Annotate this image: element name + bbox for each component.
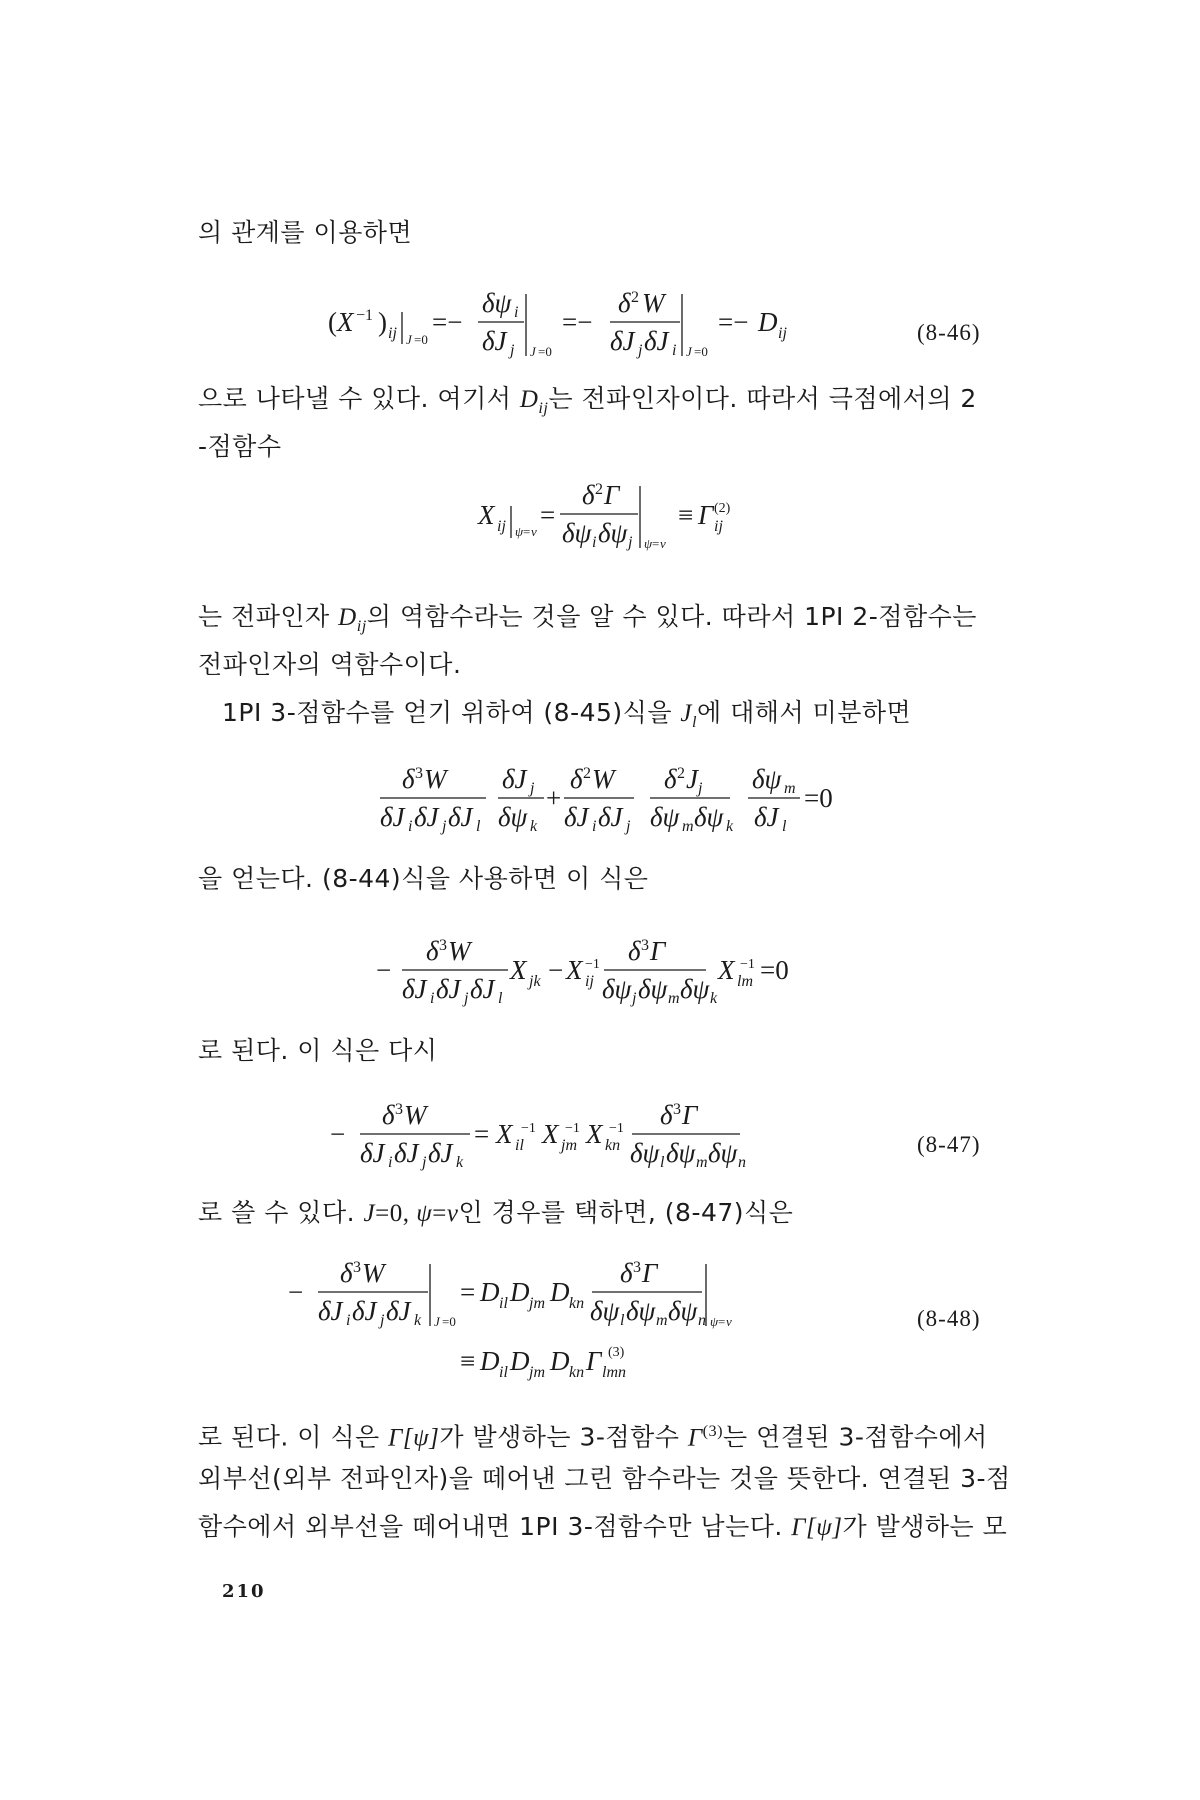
math-symbol: J xyxy=(363,1200,376,1227)
svg-text:X: X xyxy=(586,1119,603,1149)
svg-text:j: j xyxy=(530,780,535,797)
svg-text:δJ: δJ xyxy=(380,802,405,832)
svg-text:δψ: δψ xyxy=(482,288,512,318)
svg-text:j: j xyxy=(510,342,515,359)
svg-text:=0: =0 xyxy=(694,344,708,359)
svg-text:v: v xyxy=(531,524,537,539)
svg-text:m: m xyxy=(668,990,680,1007)
svg-text:X: X xyxy=(337,307,354,337)
svg-text:δJ: δJ xyxy=(414,802,439,832)
svg-text:=: = xyxy=(540,500,556,530)
svg-text:m: m xyxy=(696,1154,708,1171)
svg-text:X: X xyxy=(510,955,527,985)
equation-derivative xyxy=(380,758,860,845)
text-line xyxy=(198,216,412,250)
svg-text:δψ: δψ xyxy=(708,1138,738,1168)
svg-text:k: k xyxy=(710,990,718,1007)
svg-text:ij: ij xyxy=(778,325,787,342)
svg-text:i: i xyxy=(592,534,597,551)
svg-text:l: l xyxy=(620,1312,625,1329)
svg-text:δJ: δJ xyxy=(352,1296,377,1326)
svg-text:=−: =− xyxy=(432,307,463,337)
svg-text:3: 3 xyxy=(415,765,423,782)
math-superscript: (3) xyxy=(702,1422,724,1440)
svg-text:D: D xyxy=(480,1277,500,1307)
svg-text:kn: kn xyxy=(569,1295,585,1312)
text-span: 로 된다. 이 식은 xyxy=(198,1422,389,1452)
svg-text:δJ: δJ xyxy=(318,1296,343,1326)
svg-text:i: i xyxy=(346,1312,351,1329)
svg-text:δ: δ xyxy=(618,288,631,318)
svg-text:−1: −1 xyxy=(356,307,374,324)
svg-text:ψ: ψ xyxy=(710,1314,719,1329)
svg-text:=: = xyxy=(523,524,531,539)
svg-text:−1: −1 xyxy=(585,957,600,972)
svg-text:δψ: δψ xyxy=(752,764,782,794)
svg-text:ij: ij xyxy=(585,973,594,990)
svg-text:k: k xyxy=(414,1312,422,1329)
svg-text:D: D xyxy=(510,1277,530,1307)
text-span: = xyxy=(432,1200,447,1227)
svg-text:3: 3 xyxy=(439,937,447,954)
svg-text:i: i xyxy=(430,990,435,1007)
svg-text:k: k xyxy=(456,1154,464,1171)
text-line xyxy=(222,696,911,739)
svg-text:3: 3 xyxy=(395,1101,403,1118)
svg-text:j: j xyxy=(464,990,469,1007)
svg-text:=−: =− xyxy=(562,307,593,337)
svg-text:(2): (2) xyxy=(714,501,731,516)
text-line xyxy=(198,1462,1011,1496)
svg-text:j: j xyxy=(422,1154,427,1171)
text-span: 인 경우를 택하면, (8-47)식은 xyxy=(458,1198,794,1227)
text-span: 로 쓸 수 있다. xyxy=(198,1198,364,1227)
svg-text:l: l xyxy=(476,818,481,835)
svg-text:δJ: δJ xyxy=(394,1138,419,1168)
svg-text:δ: δ xyxy=(426,936,439,966)
svg-text:X: X xyxy=(496,1119,513,1149)
svg-text:δψ: δψ xyxy=(650,802,680,832)
svg-text:δψ: δψ xyxy=(626,1296,656,1326)
svg-text:j: j xyxy=(628,534,633,551)
svg-text:lm: lm xyxy=(737,973,753,990)
svg-text:=0: =0 xyxy=(414,332,428,347)
text-span: 가 발생하는 3-점함수 xyxy=(439,1422,688,1452)
svg-text:2: 2 xyxy=(631,289,639,306)
text-span: 에 대해서 미분하면 xyxy=(697,698,912,727)
text-span: 로 된다. 이 식은 다시 xyxy=(198,1036,438,1065)
svg-text:δ: δ xyxy=(664,764,677,794)
svg-text:δψ: δψ xyxy=(598,518,628,548)
svg-text:j: j xyxy=(626,818,631,835)
svg-text:−1: −1 xyxy=(521,1121,536,1136)
svg-text:W: W xyxy=(448,936,471,966)
svg-text:m: m xyxy=(784,780,796,797)
svg-text:i: i xyxy=(592,818,597,835)
svg-text:−: − xyxy=(376,955,392,985)
text-line xyxy=(198,648,461,682)
svg-text:il: il xyxy=(499,1364,508,1381)
svg-text:lmn: lmn xyxy=(602,1364,626,1381)
svg-text:δJ: δJ xyxy=(436,974,461,1004)
svg-text:Γ: Γ xyxy=(682,1100,698,1130)
svg-text:=: = xyxy=(652,536,660,551)
svg-text:=0: =0 xyxy=(804,783,833,813)
svg-text:δψ: δψ xyxy=(666,1138,696,1168)
svg-text:i: i xyxy=(388,1154,393,1171)
svg-text:jk: jk xyxy=(529,973,541,990)
svg-text:W: W xyxy=(424,764,447,794)
equation-8-48 xyxy=(288,1252,808,1409)
text-span: 의 관계를 이용하면 xyxy=(198,218,413,247)
math-subscript: ij xyxy=(538,399,549,417)
svg-text:δJ: δJ xyxy=(360,1138,385,1168)
svg-text:−: − xyxy=(548,955,564,985)
text-span: 의 역함수라는 것을 알 수 있다. 따라서 1PI 2-점함수는 xyxy=(366,602,977,631)
svg-text:≡: ≡ xyxy=(460,1346,476,1376)
svg-text:W: W xyxy=(642,288,665,318)
svg-text:W: W xyxy=(592,764,615,794)
text-span: 함수에서 외부선을 떼어내면 1PI 3-점함수만 남는다. xyxy=(198,1512,792,1541)
svg-text:X: X xyxy=(718,955,735,985)
svg-text:ij: ij xyxy=(388,325,397,342)
svg-text:δJ: δJ xyxy=(502,764,527,794)
svg-text:ψ: ψ xyxy=(515,524,524,539)
text-span: 외부선(외부 전파인자)을 떼어낸 그린 함수라는 것을 뜻한다. 연결된 3-점 xyxy=(198,1464,1011,1493)
svg-text:Γ: Γ xyxy=(650,936,666,966)
svg-text:l: l xyxy=(498,990,503,1007)
svg-text:(3): (3) xyxy=(608,1345,625,1360)
svg-text:W: W xyxy=(404,1100,427,1130)
svg-text:=: = xyxy=(460,1277,476,1307)
svg-text:j: j xyxy=(638,342,643,359)
text-line xyxy=(198,430,281,464)
equation-8-46 xyxy=(328,282,888,369)
svg-text:δJ: δJ xyxy=(644,326,669,356)
svg-text:δJ: δJ xyxy=(598,802,623,832)
svg-text:=0: =0 xyxy=(760,955,789,985)
svg-text:δ: δ xyxy=(620,1258,633,1288)
svg-text:δψ: δψ xyxy=(590,1296,620,1326)
text-span: 으로 나타낼 수 있다. 여기서 xyxy=(198,384,520,413)
svg-text:n: n xyxy=(738,1154,746,1171)
svg-text:kn: kn xyxy=(569,1364,585,1381)
svg-text:δ: δ xyxy=(402,764,415,794)
svg-text:δ: δ xyxy=(628,936,641,966)
svg-text:δ: δ xyxy=(582,480,595,510)
svg-text:j: j xyxy=(380,1312,385,1329)
svg-text:3: 3 xyxy=(641,937,649,954)
text-span: 을 얻는다. (8-44)식을 사용하면 이 식은 xyxy=(198,864,649,893)
svg-text:δψ: δψ xyxy=(680,974,710,1004)
math-subscript: ij xyxy=(356,617,367,635)
svg-text:Γ: Γ xyxy=(642,1258,658,1288)
svg-text:=0: =0 xyxy=(538,344,552,359)
svg-text:δJ: δJ xyxy=(754,802,779,832)
page-number: 210 xyxy=(222,1581,266,1602)
svg-text:X: X xyxy=(478,500,495,530)
text-span: 는 전파인자이다. 따라서 극점에서의 2 xyxy=(548,384,977,413)
text-line xyxy=(198,1510,1007,1545)
svg-text:=: = xyxy=(474,1119,490,1149)
svg-text:2: 2 xyxy=(595,481,603,498)
text-line xyxy=(198,600,977,643)
math-symbol: D xyxy=(338,604,357,631)
math-symbol: Γ[ψ] xyxy=(791,1514,843,1541)
svg-text:3: 3 xyxy=(353,1259,361,1276)
svg-text:j: j xyxy=(442,818,447,835)
svg-text:δJ: δJ xyxy=(610,326,635,356)
svg-text:D: D xyxy=(550,1346,570,1376)
svg-text:δJ: δJ xyxy=(564,802,589,832)
text-line xyxy=(198,1034,437,1068)
svg-text:D: D xyxy=(510,1346,530,1376)
svg-text:jm: jm xyxy=(529,1364,545,1381)
text-line xyxy=(198,862,648,896)
svg-text:−1: −1 xyxy=(609,1121,624,1136)
svg-text:Γ: Γ xyxy=(586,1346,602,1376)
svg-text:J: J xyxy=(406,332,412,347)
svg-text:j: j xyxy=(632,990,637,1007)
svg-text:δJ: δJ xyxy=(428,1138,453,1168)
svg-text:j: j xyxy=(698,780,703,797)
text-span: -점함수 xyxy=(198,432,282,461)
svg-text:ij: ij xyxy=(714,518,723,535)
svg-text:m: m xyxy=(682,818,694,835)
equation-substituted xyxy=(376,930,876,1017)
text-line xyxy=(198,382,977,425)
svg-text:≡: ≡ xyxy=(678,500,694,530)
svg-text:): ) xyxy=(378,307,387,337)
text-span: =0, xyxy=(375,1200,417,1227)
svg-text:δJ: δJ xyxy=(386,1296,411,1326)
text-span: 는 연결된 3-점함수에서 xyxy=(723,1422,988,1452)
svg-text:δ: δ xyxy=(382,1100,395,1130)
math-subscript: l xyxy=(692,713,698,731)
svg-text:δJ: δJ xyxy=(470,974,495,1004)
svg-text:δJ: δJ xyxy=(402,974,427,1004)
math-symbol: J xyxy=(680,700,693,727)
math-symbol: Γ xyxy=(687,1424,703,1452)
svg-text:k: k xyxy=(530,818,538,835)
equation-8-47 xyxy=(330,1094,850,1181)
text-span: 는 전파인자 xyxy=(198,602,339,631)
svg-text:+: + xyxy=(546,783,562,813)
svg-text:ij: ij xyxy=(497,518,506,535)
svg-text:D: D xyxy=(550,1277,570,1307)
svg-text:J: J xyxy=(686,764,698,794)
svg-text:=0: =0 xyxy=(442,1314,456,1329)
svg-text:δJ: δJ xyxy=(448,802,473,832)
svg-text:D: D xyxy=(758,307,778,337)
text-span: 가 발생하는 모 xyxy=(842,1512,1008,1541)
svg-text:i: i xyxy=(672,342,677,359)
svg-text:δ: δ xyxy=(570,764,583,794)
svg-text:n: n xyxy=(698,1312,706,1329)
svg-text:il: il xyxy=(499,1295,508,1312)
svg-text:jm: jm xyxy=(561,1137,577,1154)
svg-text:i: i xyxy=(408,818,413,835)
svg-text:−1: −1 xyxy=(740,957,755,972)
svg-text:J: J xyxy=(434,1314,440,1329)
equation-two-point xyxy=(478,480,778,567)
text-line xyxy=(198,1414,988,1455)
equation-number: (8-46) xyxy=(917,320,981,345)
svg-text:−: − xyxy=(288,1277,304,1307)
svg-text:δψ: δψ xyxy=(498,802,528,832)
text-span: 전파인자의 역함수이다. xyxy=(198,650,462,679)
svg-text:δψ: δψ xyxy=(668,1296,698,1326)
svg-text:l: l xyxy=(660,1154,665,1171)
svg-text:δψ: δψ xyxy=(630,1138,660,1168)
svg-text:D: D xyxy=(480,1346,500,1376)
svg-text:X: X xyxy=(566,955,583,985)
svg-text:v: v xyxy=(660,536,666,551)
math-symbol: Γ[ψ] xyxy=(388,1424,440,1452)
svg-text:m: m xyxy=(656,1312,668,1329)
svg-text:X: X xyxy=(542,1119,559,1149)
math-symbol: D xyxy=(519,386,539,413)
svg-text:(: ( xyxy=(328,307,337,337)
math-symbol: v xyxy=(446,1200,459,1227)
svg-text:−1: −1 xyxy=(565,1121,580,1136)
svg-text:=−: =− xyxy=(718,307,749,337)
svg-text:δ: δ xyxy=(660,1100,673,1130)
svg-text:kn: kn xyxy=(605,1137,621,1154)
svg-text:δψ: δψ xyxy=(694,802,724,832)
svg-text:il: il xyxy=(515,1137,524,1154)
svg-text:Γ: Γ xyxy=(698,500,714,530)
svg-text:δψ: δψ xyxy=(562,518,592,548)
text-span: 1PI 3-점함수를 얻기 위하여 (8-45)식을 xyxy=(222,698,681,727)
svg-text:δψ: δψ xyxy=(602,974,632,1004)
svg-text:δJ: δJ xyxy=(482,326,507,356)
svg-text:3: 3 xyxy=(633,1259,641,1276)
equation-number: (8-48) xyxy=(917,1306,981,1331)
svg-text:δ: δ xyxy=(340,1258,353,1288)
svg-text:v: v xyxy=(726,1314,732,1329)
svg-text:δψ: δψ xyxy=(638,974,668,1004)
text-line xyxy=(198,1196,793,1231)
svg-text:=: = xyxy=(718,1314,726,1329)
svg-text:W: W xyxy=(362,1258,385,1288)
svg-text:J: J xyxy=(686,344,692,359)
svg-text:i: i xyxy=(514,304,519,321)
equation-number: (8-47) xyxy=(917,1132,981,1157)
svg-text:jm: jm xyxy=(529,1295,545,1312)
svg-text:2: 2 xyxy=(677,765,685,782)
svg-text:J: J xyxy=(530,344,536,359)
svg-text:−: − xyxy=(330,1119,346,1149)
math-symbol: ψ xyxy=(416,1200,433,1227)
svg-text:3: 3 xyxy=(673,1101,681,1118)
svg-text:Γ: Γ xyxy=(604,480,620,510)
svg-text:k: k xyxy=(726,818,734,835)
svg-text:ψ: ψ xyxy=(644,536,653,551)
svg-text:2: 2 xyxy=(583,765,591,782)
svg-text:l: l xyxy=(782,818,787,835)
